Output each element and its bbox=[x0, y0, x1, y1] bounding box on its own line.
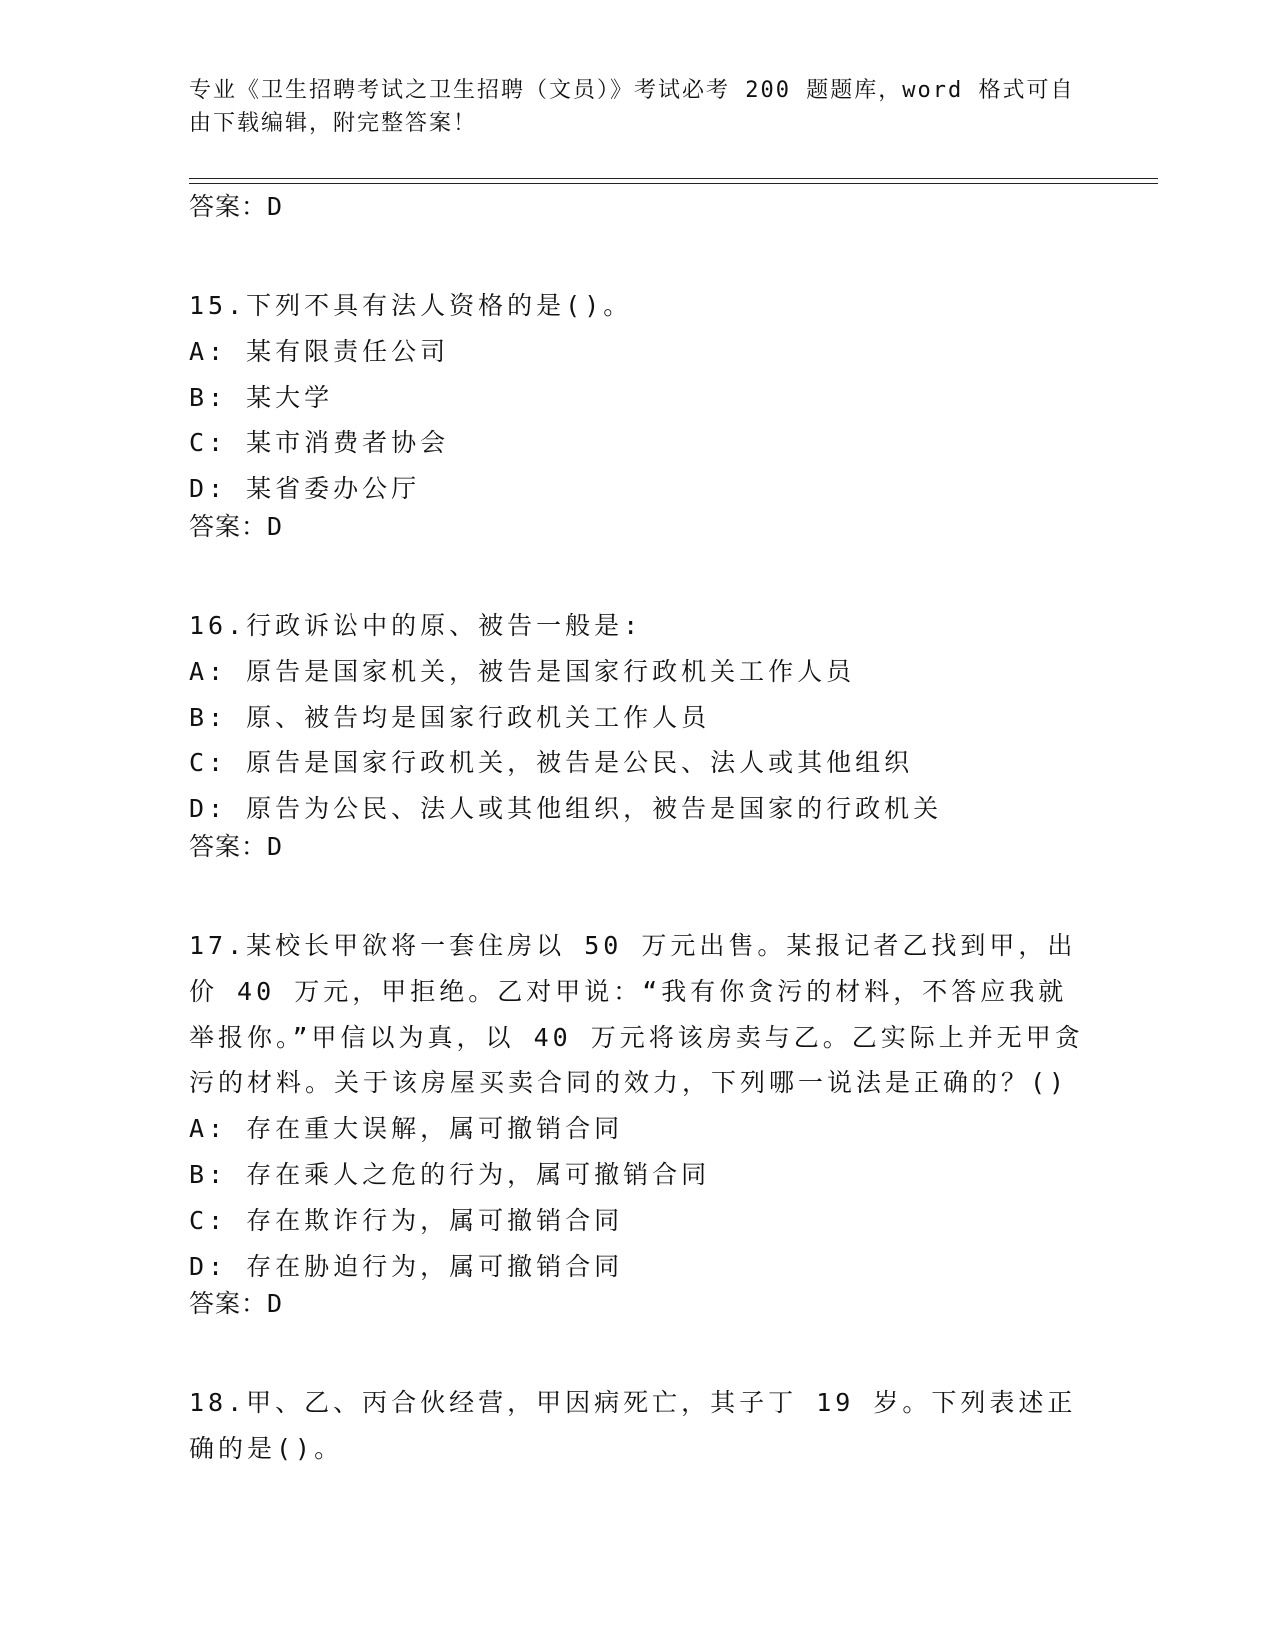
option-b: B: 原、被告均是国家行政机关工作人员 bbox=[189, 702, 711, 732]
question-16 bbox=[189, 603, 1089, 876]
question-18 bbox=[189, 1380, 1089, 1472]
option-c: C: 某市消费者协会 bbox=[189, 428, 450, 458]
option-d: D: 某省委办公厅 bbox=[189, 474, 421, 504]
answer-line: 答案：D bbox=[189, 1289, 284, 1319]
question-stem: 18.甲、乙、丙合伙经营，甲因病死亡，其子丁 19 岁。下列表述正确的是()。 bbox=[189, 1388, 1077, 1464]
question-17 bbox=[189, 923, 1089, 1333]
option-a: A: 某有限责任公司 bbox=[189, 336, 450, 366]
option-c: C: 存在欺诈行为，属可撤销合同 bbox=[189, 1205, 624, 1235]
option-a: A: 存在重大误解，属可撤销合同 bbox=[189, 1114, 624, 1144]
option-d: D: 存在胁迫行为，属可撤销合同 bbox=[189, 1251, 624, 1281]
question-stem: 17.某校长甲欲将一套住房以 50 万元出售。某报记者乙找到甲，出价 40 万元，甲拒绝。乙对甲说：“我有你贪污的材料，不答应我就举报你。”甲信以为真，以 40 万元将该房卖与乙。乙实际上并无甲贪污的材料。关于该房屋买卖合同的效力，下列哪一说法是正确的？() bbox=[189, 930, 1084, 1098]
question-list bbox=[189, 192, 1089, 1472]
option-d: D: 原告为公民、法人或其他组织，被告是国家的行政机关 bbox=[189, 794, 943, 824]
question-stem: 16.行政诉讼中的原、被告一般是: bbox=[189, 610, 643, 640]
option-c: C: 原告是国家行政机关，被告是公民、法人或其他组织 bbox=[189, 748, 914, 778]
document-intro: 专业《卫生招聘考试之卫生招聘（文员）》考试必考 200 题题库，word 格式可自由下载编辑，附完整答案！ bbox=[189, 78, 1075, 136]
question-stem: 15.下列不具有法人资格的是()。 bbox=[189, 291, 633, 320]
answer-line: 答案：D bbox=[189, 511, 284, 541]
option-a: A: 原告是国家机关，被告是国家行政机关工作人员 bbox=[189, 656, 856, 686]
answer-line: 答案：D bbox=[189, 192, 284, 221]
option-b: B: 存在乘人之危的行为，属可撤销合同 bbox=[189, 1159, 711, 1189]
header-divider-bottom bbox=[189, 183, 1158, 184]
header-divider-top bbox=[189, 178, 1158, 179]
question-15 bbox=[189, 283, 1089, 556]
option-b: B: 某大学 bbox=[189, 382, 334, 412]
answer-line: 答案：D bbox=[189, 831, 284, 861]
